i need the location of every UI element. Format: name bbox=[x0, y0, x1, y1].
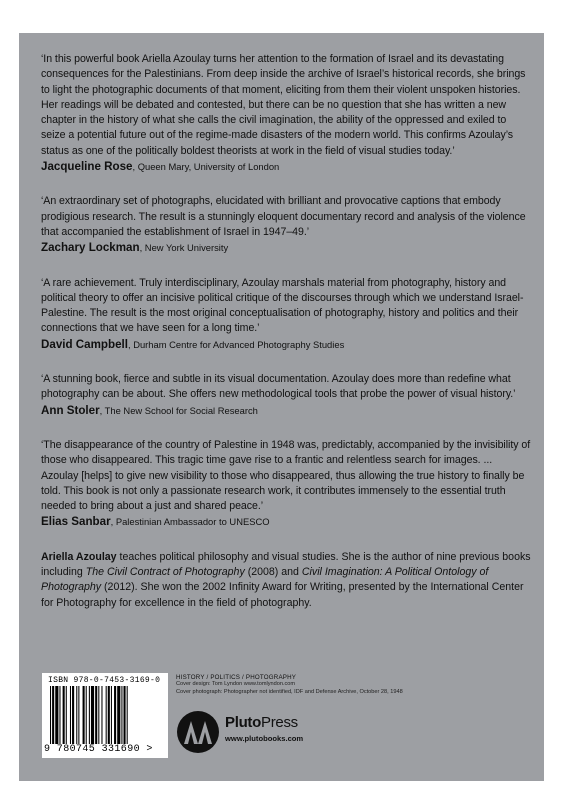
barcode-bar bbox=[72, 686, 74, 744]
reviewer-name: Ann Stoler bbox=[41, 403, 100, 417]
barcode-bar bbox=[86, 686, 87, 744]
bio-text: (2012). She won the 2002 Infinity Award for Writing, presented by the International Center for Photography for excellence in the field of photography. bbox=[41, 581, 524, 609]
reviewer-affiliation: , Palestinian Ambassador to UNESCO bbox=[110, 516, 270, 528]
bio-text: teaches political philosophy and visual studies. She is the author of nine previous books including bbox=[41, 550, 531, 579]
publisher-name-bold: Pluto bbox=[225, 714, 261, 731]
bio-text: (2008) and bbox=[244, 566, 302, 579]
publisher-name bbox=[225, 714, 298, 731]
cover-design-credit: Cover design: Tom Lyndon www.tomlyndon.com bbox=[176, 681, 296, 688]
reviewer-affiliation: , Queen Mary, University of London bbox=[132, 161, 280, 173]
barcode-bar bbox=[89, 686, 90, 744]
barcode-bar bbox=[101, 686, 102, 744]
barcode-bar bbox=[66, 686, 67, 744]
review-quote: ‘The disappearance of the country of Palestine in 1948 was, predictably, accompanied by the invisibility of those who disappeared. This tragic time gave rise to a frantic and relentless search for images. ... Azoulay [helps] to give new visibility to those who disappeared, thus allowing the true history to finally be told. This book is not only a passionate research work, it contributes immensely to the essential truth needed to bring about a just and shared peace.’ bbox=[41, 438, 531, 513]
cover-credits bbox=[176, 674, 403, 696]
barcode-bar bbox=[121, 686, 122, 744]
review-attribution bbox=[41, 403, 531, 419]
barcode-bar bbox=[98, 686, 99, 744]
reviewer-name: Jacqueline Rose bbox=[41, 160, 133, 174]
cover-photo-credit: Cover photograph: Photographer not identified, IDF and Defense Archive, October 28, 1948 bbox=[176, 688, 403, 695]
review-4 bbox=[41, 372, 531, 419]
review-quote: ‘An extraordinary set of photographs, elucidated with brilliant and provocative captions that embody prodigious research. The result is a stunningly eloquent documentary record and analysis of the violence that accompanied the establishment of Israel in 1947–49.’ bbox=[41, 195, 526, 238]
reviewer-name: Zachary Lockman bbox=[41, 241, 140, 255]
barcode-bar bbox=[78, 686, 79, 744]
barcode-bar bbox=[117, 686, 120, 744]
barcode-bar bbox=[63, 686, 65, 744]
review-attribution bbox=[41, 514, 531, 530]
barcode-bar bbox=[59, 686, 60, 744]
publisher-name-light: Press bbox=[261, 714, 298, 731]
barcode-bar bbox=[114, 686, 116, 744]
review-2 bbox=[41, 194, 531, 256]
back-cover bbox=[19, 33, 544, 781]
barcode-bar bbox=[127, 686, 128, 744]
barcode-bars bbox=[50, 686, 160, 744]
review-attribution bbox=[41, 159, 531, 175]
review-3 bbox=[41, 276, 531, 353]
barcode-bar bbox=[55, 686, 58, 744]
reviewer-affiliation: , New York University bbox=[139, 242, 229, 254]
reviewer-name: Elias Sanbar bbox=[41, 515, 111, 529]
review-attribution bbox=[41, 337, 531, 353]
reviewer-name: David Campbell bbox=[41, 337, 128, 351]
barcode-bar bbox=[111, 686, 112, 744]
barcode-number: 9 780745 331690 > bbox=[44, 744, 153, 755]
isbn-label: ISBN 978-0-7453-3169-0 bbox=[48, 676, 161, 685]
review-quote: ‘A stunning book, fierce and subtle in its visual documentation. Azoulay does more than redefine what photography can be about. She offers new methodological tools that probe the power of visual history.’ bbox=[41, 373, 516, 401]
barcode-bar bbox=[76, 686, 77, 744]
author-bio bbox=[41, 550, 531, 611]
subject-categories: HISTORY / POLITICS / PHOTOGRAPHY bbox=[176, 674, 297, 681]
book-title: The Civil Contract of Photography bbox=[85, 566, 245, 579]
barcode-bar bbox=[70, 686, 71, 744]
author-name: Ariella Azoulay bbox=[41, 550, 117, 563]
barcode-bar bbox=[95, 686, 97, 744]
barcode-bar bbox=[52, 686, 54, 744]
publisher-url: www.plutobooks.com bbox=[225, 734, 304, 743]
isbn-barcode bbox=[42, 673, 168, 758]
reviewer-affiliation: , Durham Centre for Advanced Photography Studies bbox=[127, 338, 345, 350]
barcode-bar bbox=[108, 686, 110, 744]
review-1 bbox=[41, 52, 531, 175]
reviewer-affiliation: , The New School for Social Research bbox=[99, 404, 258, 416]
barcode-bar bbox=[83, 686, 85, 744]
pluto-press-logo-icon bbox=[176, 710, 220, 754]
review-quote: ‘In this powerful book Ariella Azoulay turns her attention to the formation of Israel and its devastating consequences for the Palestinians. From deep inside the archive of Israel’s historical records, she brings to light the photographic documents of that moment, eliciting from them their violent unspoken histories. Her readings will be debated and contested, but there can be no question that she has written a new chapter in the history of what she calls the civil imagination, the ability of the oppressed and exiled to seize a potential future out of the regime-made disasters of the modern world. This confirms Azoulay’s status as one of the politically boldest theorists at work in the field of visual studies today.’ bbox=[41, 53, 526, 157]
review-5 bbox=[41, 438, 531, 531]
barcode-bar bbox=[91, 686, 94, 744]
review-attribution bbox=[41, 240, 531, 256]
barcode-bar bbox=[106, 686, 107, 744]
reviews-section bbox=[41, 52, 531, 611]
review-quote: ‘A rare achievement. Truly interdisciplinary, Azoulay marshals material from photography, history and political theory to offer an incisive political critique of the discourses through which we understand Israel-Palestine. The result is the most original conceptualisation of photography, history and politics and their connections that we have seen for a long time.’ bbox=[41, 276, 524, 335]
barcode-bar bbox=[50, 686, 51, 744]
book-title: Civil Imagination: A Political Ontology of Photography bbox=[41, 566, 489, 594]
barcode-bar bbox=[124, 686, 126, 744]
